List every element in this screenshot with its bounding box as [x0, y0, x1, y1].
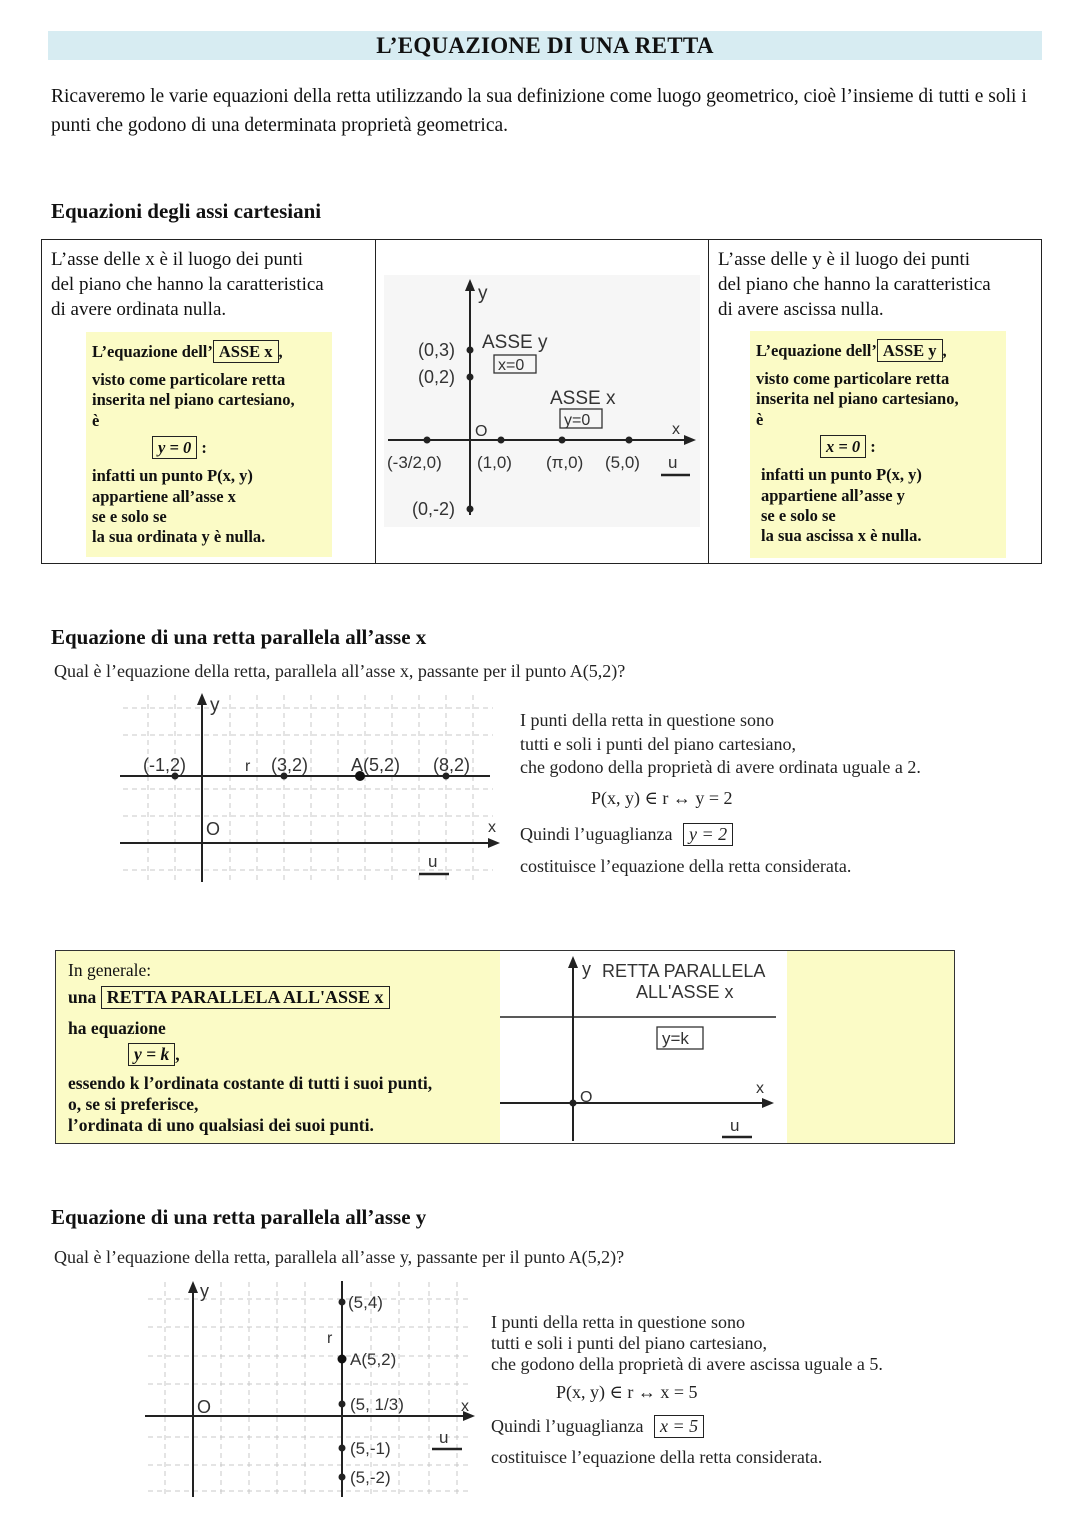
label-0-3: (0,3) — [418, 340, 456, 360]
note-text: visto come particolare retta — [756, 369, 950, 388]
graph-title-1: RETTA PARALLELA — [602, 961, 766, 981]
label-5-m1: (5,-1) — [350, 1439, 391, 1458]
equation-box: x = 5 — [654, 1415, 704, 1438]
x-axis-arrow — [488, 838, 500, 848]
general-text: , — [175, 1044, 180, 1064]
concl-parallela-y: costituisce l’equazione della retta considerata. — [491, 1447, 823, 1467]
label-m1-2: (-1,2) — [143, 755, 187, 775]
y-label: y — [200, 1281, 209, 1301]
note-text: appartiene all’asse x — [92, 487, 236, 506]
label-3-2: (3,2) — [271, 755, 309, 775]
point-5-0 — [626, 437, 633, 444]
note-text: : — [201, 438, 207, 457]
y-axis-arrow — [188, 1281, 198, 1293]
general-fill — [787, 951, 954, 1143]
line-r-label: r — [245, 758, 251, 775]
equation-box: y = k — [128, 1043, 175, 1066]
asse-y-text-line: del piano che hanno la caratteristica — [718, 274, 991, 295]
label-5-13: (5, 1/3) — [350, 1395, 404, 1414]
graph-parallela-x — [118, 690, 503, 885]
y-label: y — [478, 283, 488, 304]
general-text: l’ordinata di uno qualsiasi dei suoi punti. — [68, 1115, 374, 1135]
desc-line: I punti della retta in questione sono — [520, 710, 774, 730]
label-0-2: (0,2) — [418, 367, 456, 387]
label-0-m2: (0,-2) — [412, 499, 456, 519]
note-text: : — [870, 437, 876, 456]
y-label: y — [582, 959, 591, 979]
label-m32-0: (-3/2,0) — [387, 453, 442, 472]
general-text: essendo k l’ordinata costante di tutti i suoi punti, — [68, 1073, 433, 1093]
label-5-4: (5,4) — [348, 1293, 383, 1312]
note-text: se e solo se — [92, 507, 167, 526]
asse-x-text-line: di avere ordinata nulla. — [51, 299, 227, 320]
point-5-4 — [339, 1299, 346, 1306]
desc-line: che godono della proprietà di avere ordinata uguale a 2. — [520, 757, 921, 777]
x-label: x — [488, 819, 496, 836]
section-heading-parallela-y: Equazione di una retta parallela all’asse y — [51, 1205, 427, 1229]
graph-background — [384, 275, 700, 527]
label-a-5-2: A(5,2) — [351, 755, 401, 775]
note-text: infatti un punto P(x, y) — [92, 466, 253, 485]
y-label: y — [210, 695, 220, 716]
point-5-m2 — [339, 1474, 346, 1481]
quindi-parallela-x — [520, 823, 733, 847]
asse-x-equation: y=0 — [564, 412, 591, 429]
asse-x-text-line: L’asse delle x è il luogo dei punti — [51, 249, 304, 270]
concl-parallela-x: costituisce l’equazione della retta considerata. — [520, 856, 852, 876]
note-text: inserita nel piano cartesiano, — [92, 390, 295, 409]
point-0-m2 — [467, 506, 474, 513]
asse-y-equation: x=0 — [498, 357, 525, 374]
desc-line: tutti e soli i punti del piano cartesiano, — [520, 733, 796, 754]
y-axis-arrow — [197, 693, 207, 705]
y-axis-arrow — [568, 956, 578, 968]
point-0-3 — [467, 347, 474, 354]
desc-line: tutti e soli i punti del piano cartesiano, — [491, 1333, 767, 1353]
x-label: x — [756, 1080, 764, 1097]
note-text: , — [942, 341, 947, 360]
note-text: è — [756, 410, 764, 429]
graph-parallela-y — [143, 1277, 478, 1499]
unit-label: u — [668, 453, 678, 472]
asse-y-cell — [708, 239, 1042, 564]
line-r-label: r — [327, 1330, 333, 1347]
point-pi-0 — [559, 437, 566, 444]
point-a-5-2 — [338, 1355, 347, 1364]
intro-paragraph: Ricaveremo le varie equazioni della retta utilizzando la sua definizione come luogo geometrico, cioè l’insieme di tutti e soli i punti che godono di una determinata proprietà geometrica. — [51, 86, 1027, 136]
origin-label: O — [206, 819, 221, 839]
general-box — [55, 950, 955, 1144]
note-text: la sua ascissa x è nulla. — [761, 526, 922, 545]
asse-x-label-box: ASSE x — [213, 340, 279, 363]
point-5-m1 — [339, 1445, 346, 1452]
asse-x-cell — [41, 239, 376, 564]
x-label: x — [672, 421, 680, 438]
quindi-parallela-y — [491, 1415, 704, 1439]
unit-label: u — [428, 852, 438, 871]
origin-label: O — [580, 1089, 593, 1106]
relation-parallela-x: P(x, y) ∈ r ↔ y = 2 — [591, 788, 733, 808]
asse-x-graph-label: ASSE x — [550, 388, 616, 409]
asse-y-description — [718, 247, 991, 322]
quindi-text: Quindi l’uguaglianza — [491, 1416, 644, 1436]
label-5-m2: (5,-2) — [350, 1468, 391, 1487]
note-text: appartiene all’asse y — [761, 486, 905, 505]
graph-title-2: ALL'ASSE x — [636, 982, 734, 1002]
label-1-0: (1,0) — [477, 453, 512, 472]
eq-y-k: y=k — [662, 1029, 689, 1048]
asse-y-label: ASSE y — [482, 332, 548, 353]
x-label: x — [461, 1398, 469, 1415]
unit-label: u — [730, 1116, 740, 1135]
section-heading-parallela-x: Equazione di una retta parallela all’asse x — [51, 625, 427, 649]
asse-x-description — [51, 247, 324, 322]
note-text: visto come particolare retta — [92, 370, 286, 389]
unit-label: u — [439, 1428, 449, 1447]
graph-retta-parallela — [500, 951, 788, 1143]
asse-y-note — [750, 331, 1006, 558]
label-5-0: (5,0) — [605, 453, 640, 472]
origin-label: O — [197, 1397, 212, 1417]
label-8-2: (8,2) — [433, 755, 471, 775]
equation-box: y = 2 — [683, 823, 733, 846]
general-text: una — [68, 987, 97, 1007]
point-0-2 — [467, 374, 474, 381]
origin-label: O — [475, 423, 488, 440]
label-pi-0: (π,0) — [546, 453, 584, 472]
note-text: L’equazione dell’ — [92, 342, 213, 361]
note-text: inserita nel piano cartesiano, — [756, 389, 959, 408]
desc-line: I punti della retta in questione sono — [491, 1312, 745, 1332]
assi-graph-cell — [375, 239, 709, 564]
desc-parallela-x — [520, 709, 921, 780]
equation-box: y = 0 — [152, 436, 197, 459]
note-text: L’equazione dell’ — [756, 341, 877, 360]
general-text: o, se si preferisce, — [68, 1094, 199, 1114]
asse-x-text-line: del piano che hanno la caratteristica — [51, 274, 324, 295]
point-5-13 — [339, 1401, 346, 1408]
equation-box: x = 0 — [820, 435, 866, 458]
general-note — [56, 951, 500, 1143]
assi-cartesian-graph — [384, 275, 700, 527]
desc-line: che godono della proprietà di avere ascissa uguale a 5. — [491, 1354, 883, 1374]
asse-y-label-box: ASSE y — [877, 339, 943, 362]
general-text: ha equazione — [68, 1018, 166, 1038]
note-text: infatti un punto P(x, y) — [761, 465, 922, 484]
label-a-5-2: A(5,2) — [350, 1350, 397, 1369]
quindi-text: Quindi l’uguaglianza — [520, 824, 673, 844]
note-text: se e solo se — [761, 506, 836, 525]
asse-x-note — [86, 332, 332, 557]
question-parallela-x: Qual è l’equazione della retta, parallela all’asse x, passante per il punto A(5,2)? — [54, 661, 626, 681]
question-parallela-y: Qual è l’equazione della retta, parallela all’asse y, passante per il punto A(5,2)? — [54, 1247, 625, 1267]
retta-parallela-box: RETTA PARALLELA ALL'ASSE x — [101, 986, 390, 1009]
point-1-0 — [498, 437, 505, 444]
relation-parallela-y: P(x, y) ∈ r ↔ x = 5 — [556, 1382, 698, 1402]
asse-y-text-line: di avere ascissa nulla. — [718, 299, 884, 320]
x-axis-arrow — [762, 1098, 774, 1108]
desc-parallela-y — [491, 1312, 883, 1375]
note-text: la sua ordinata y è nulla. — [92, 527, 266, 546]
section-heading-assi: Equazioni degli assi cartesiani — [51, 199, 322, 223]
origin-point — [570, 1100, 577, 1107]
note-text: è — [92, 411, 100, 430]
note-text: , — [278, 342, 283, 361]
page-title: L’EQUAZIONE DI UNA RETTA — [48, 31, 1042, 60]
general-text: In generale: — [68, 960, 152, 980]
asse-y-text-line: L’asse delle y è il luogo dei punti — [718, 249, 971, 270]
point-m32-0 — [424, 437, 431, 444]
